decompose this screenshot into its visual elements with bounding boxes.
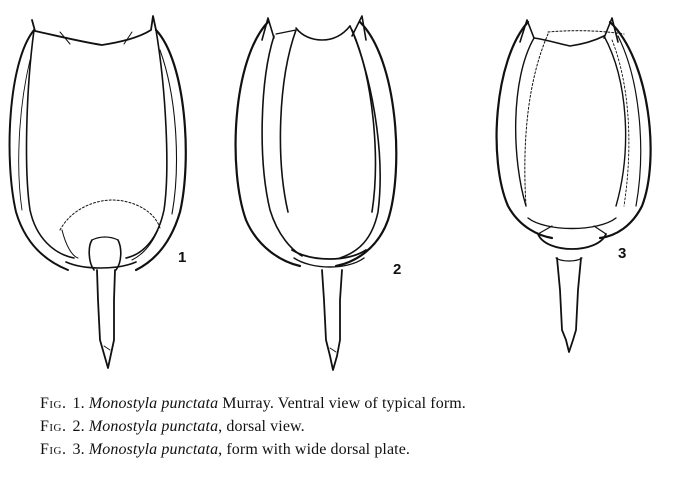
caption-species: Monostyla punctata bbox=[88, 418, 219, 435]
caption-prefix: Fig. bbox=[40, 395, 67, 412]
figure-number-1: 1 bbox=[178, 249, 187, 266]
caption-text: , form with wide dorsal plate. bbox=[218, 441, 411, 458]
rotifer-dorsal-view-drawing bbox=[236, 16, 397, 370]
caption-species: Monostyla punctata bbox=[88, 395, 219, 412]
caption-fig-3 bbox=[40, 438, 680, 461]
caption-species: Monostyla punctata bbox=[88, 441, 219, 458]
caption-fig-2 bbox=[40, 415, 680, 438]
caption-text: , dorsal view. bbox=[218, 418, 305, 435]
caption-number: 2. bbox=[72, 418, 85, 435]
caption-number: 1. bbox=[72, 395, 85, 412]
figure-captions bbox=[40, 392, 680, 461]
caption-prefix: Fig. bbox=[40, 441, 67, 458]
caption-number: 3. bbox=[72, 441, 85, 458]
caption-prefix: Fig. bbox=[40, 418, 67, 435]
rotifer-ventral-view-drawing bbox=[10, 16, 186, 368]
caption-text: Murray. Ventral view of typical form. bbox=[218, 395, 466, 412]
figure-number-3: 3 bbox=[618, 245, 627, 262]
caption-fig-1 bbox=[40, 392, 680, 415]
rotifer-wide-plate-drawing bbox=[497, 18, 651, 352]
figure-number-2: 2 bbox=[393, 261, 402, 278]
